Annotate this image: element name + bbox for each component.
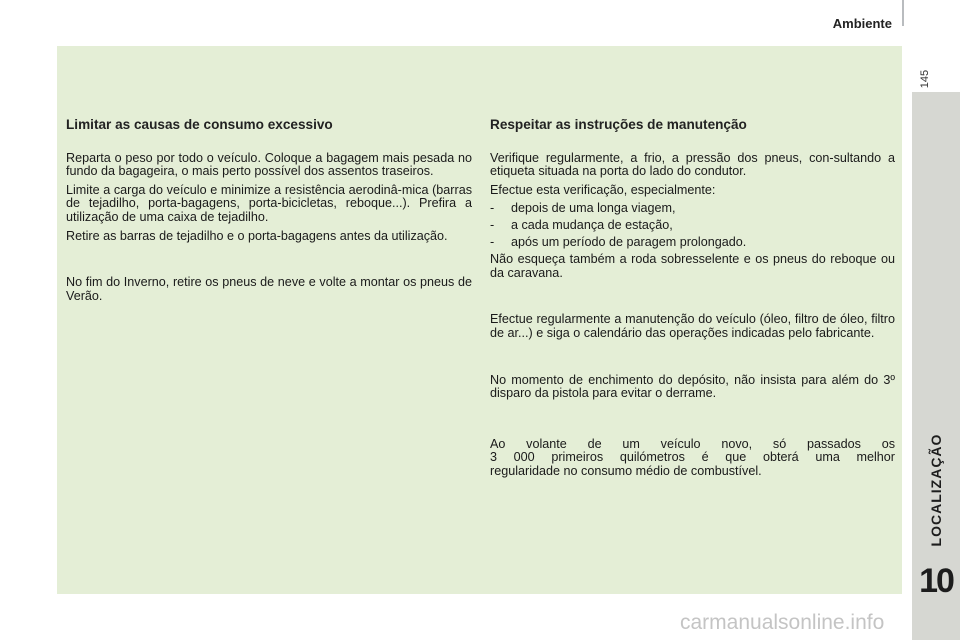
list-item: - depois de uma longa viagem,	[490, 201, 676, 216]
watermark: carmanualsonline.info	[680, 611, 885, 634]
bullet-dash: -	[490, 217, 495, 232]
chapter-number: 10	[919, 562, 953, 600]
checklist	[490, 202, 895, 249]
left-paragraph-2: Limite a carga do veículo e minimize a resistência aerodinâ-mica (barras de tejadilho, porta-bagagens, porta-bicicletas, reboque...). Prefira a utilização de uma caixa de tejadilho.	[66, 182, 472, 224]
right-paragraph-6-line-3: regularidade no consumo médio de combustível.	[490, 463, 762, 478]
right-paragraph-6-line-2: 3 000 primeiros quilómetros é que obterá uma melhor	[490, 450, 895, 465]
list-item: - a cada mudança de estação,	[490, 217, 673, 232]
left-column	[66, 118, 472, 308]
left-paragraph-1: Reparta o peso por todo o veículo. Coloque a bagagem mais pesada no fundo da bagageira, o mais perto possível dos assentos traseiros.	[66, 150, 472, 179]
bullet-dash: -	[490, 234, 495, 249]
right-heading: Respeitar as instruções de manutenção	[490, 117, 747, 132]
left-heading: Limitar as causas de consumo excessivo	[66, 117, 333, 132]
right-paragraph-6-line-1: Ao volante de um veículo novo, só passados os	[490, 436, 895, 451]
chapter-side-tab	[912, 92, 960, 640]
header-divider	[902, 0, 904, 26]
page-number: 145	[919, 69, 931, 89]
page-header-title: Ambiente	[832, 16, 892, 31]
right-paragraph-5: No momento de enchimento do depósito, não insista para além do 3º disparo da pistola para evitar o derrame.	[490, 372, 895, 401]
right-paragraph-1: Verifique regularmente, a frio, a pressão dos pneus, con-sultando a etiqueta situada na porta do lado do condutor.	[490, 150, 895, 179]
right-column	[490, 118, 895, 484]
section-label: LOCALIZAÇÃO	[928, 433, 944, 547]
left-paragraph-4: No fim do Inverno, retire os pneus de neve e volte a montar os pneus de Verão.	[66, 275, 472, 303]
list-item: - após um período de paragem prolongado.	[490, 234, 747, 249]
right-paragraph-2: Efectue esta verificação, especialmente:	[490, 182, 716, 197]
right-paragraph-3: Não esqueça também a roda sobresselente e os pneus do reboque ou da caravana.	[490, 252, 895, 280]
left-paragraph-3: Retire as barras de tejadilho e o porta-bagagens antes da utilização.	[66, 228, 448, 243]
bullet-dash: -	[490, 201, 495, 216]
right-paragraph-4: Efectue regularmente a manutenção do veículo (óleo, filtro de óleo, filtro de ar...) e siga o calendário das operações indicadas pelo fabricante.	[490, 312, 895, 340]
